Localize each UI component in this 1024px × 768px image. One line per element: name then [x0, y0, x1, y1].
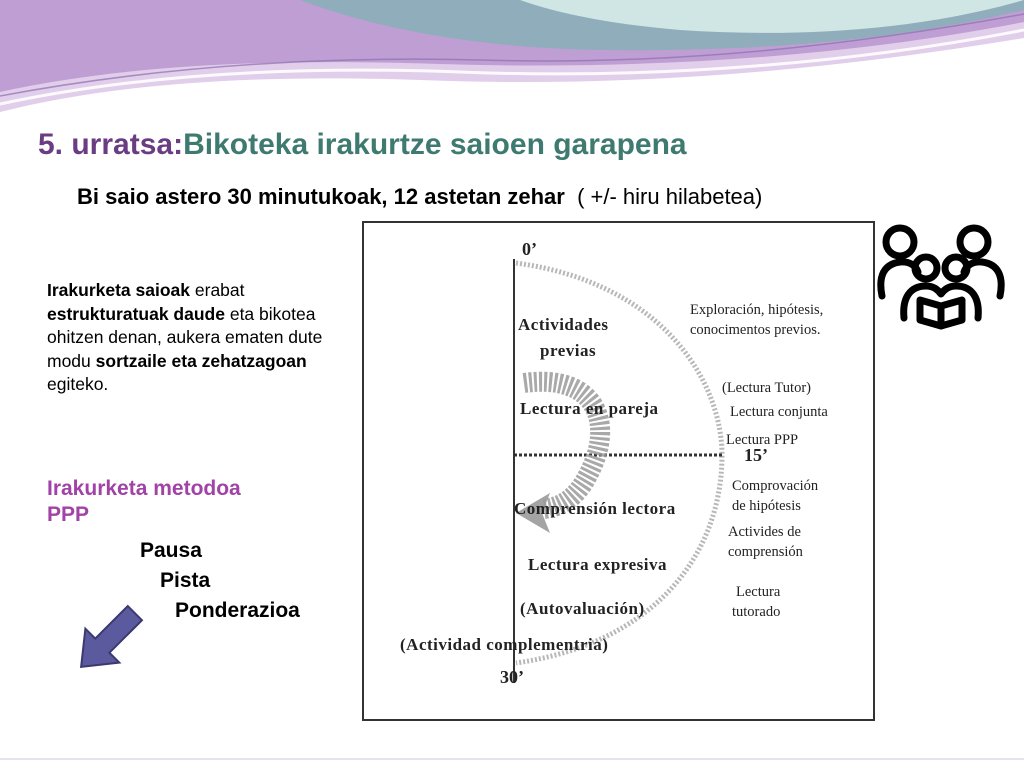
phase-autovaluacion: (Autovaluación): [520, 599, 645, 618]
phase-actividad-complementria: (Actividad complementria): [400, 635, 609, 654]
method-title-line2: PPP: [47, 503, 90, 526]
minute-label-0: 0’: [522, 239, 537, 259]
desc-normal-1: erabat: [190, 280, 245, 300]
note-tutorado: tutorado: [732, 604, 781, 620]
title-text: Bikoteka irakurtze saioen garapena: [183, 128, 687, 161]
ppp-step-pista: Pista: [160, 569, 211, 592]
note-comprovacion: Comprovación: [732, 478, 819, 494]
ppp-step-ponderazioa: Ponderazioa: [175, 599, 300, 622]
reading-session-diagram: [362, 221, 875, 721]
description-text: [47, 279, 347, 397]
note-lectura-tutor: (Lectura Tutor): [722, 380, 811, 396]
desc-bold-3: sortzaile eta zehatzagoan: [95, 350, 307, 371]
people-reading-icon: [876, 220, 1006, 332]
slide-title: [38, 128, 687, 162]
note-de-hipotesis: de hipótesis: [732, 498, 801, 514]
note-exploracion: Exploración, hipótesis,: [690, 302, 824, 318]
phase-comprension-lectora: Comprensión lectora: [514, 499, 676, 518]
header-swoosh-decoration: [0, 0, 1024, 120]
footer-divider: [0, 758, 1024, 760]
phase-actividades: Actividades: [518, 315, 609, 334]
note-activides-de: Activides de: [728, 524, 801, 540]
subtitle-bold: Bi saio astero 30 minutukoak, 12 astetan zehar: [77, 184, 565, 209]
desc-normal-2: eta bikotea ohitzen denan, aukera ematen dute modu: [47, 303, 323, 371]
title-step-number: 5. urratsa:: [38, 128, 184, 161]
desc-bold-2: estrukturatuak daude: [47, 303, 225, 324]
method-title: [47, 476, 241, 528]
slide-subtitle: [77, 184, 762, 210]
phase-previas: previas: [540, 341, 597, 360]
desc-normal-3: egiteko.: [47, 374, 109, 394]
note-lectura-conjunta: Lectura conjunta: [730, 404, 828, 420]
note-comprension: comprensión: [728, 544, 803, 560]
minute-label-30: 30’: [500, 667, 524, 687]
phase-lectura-pareja: Lectura en pareja: [520, 399, 659, 418]
arrow-down-right-icon: [68, 600, 148, 680]
note-conocimientos: conocimentos previos.: [690, 322, 821, 338]
subtitle-normal: ( +/- hiru hilabetea): [577, 184, 763, 209]
note-lectura-ppp: Lectura PPP: [726, 432, 799, 448]
desc-bold-1: Irakurketa saioak: [47, 280, 191, 300]
method-title-line1: Irakurketa metodoa: [47, 477, 241, 500]
minute-label-15: 15’: [744, 445, 768, 465]
ppp-step-pausa: Pausa: [140, 539, 202, 562]
note-lectura: Lectura: [736, 584, 781, 600]
phase-lectura-expresiva: Lectura expresiva: [528, 555, 667, 574]
